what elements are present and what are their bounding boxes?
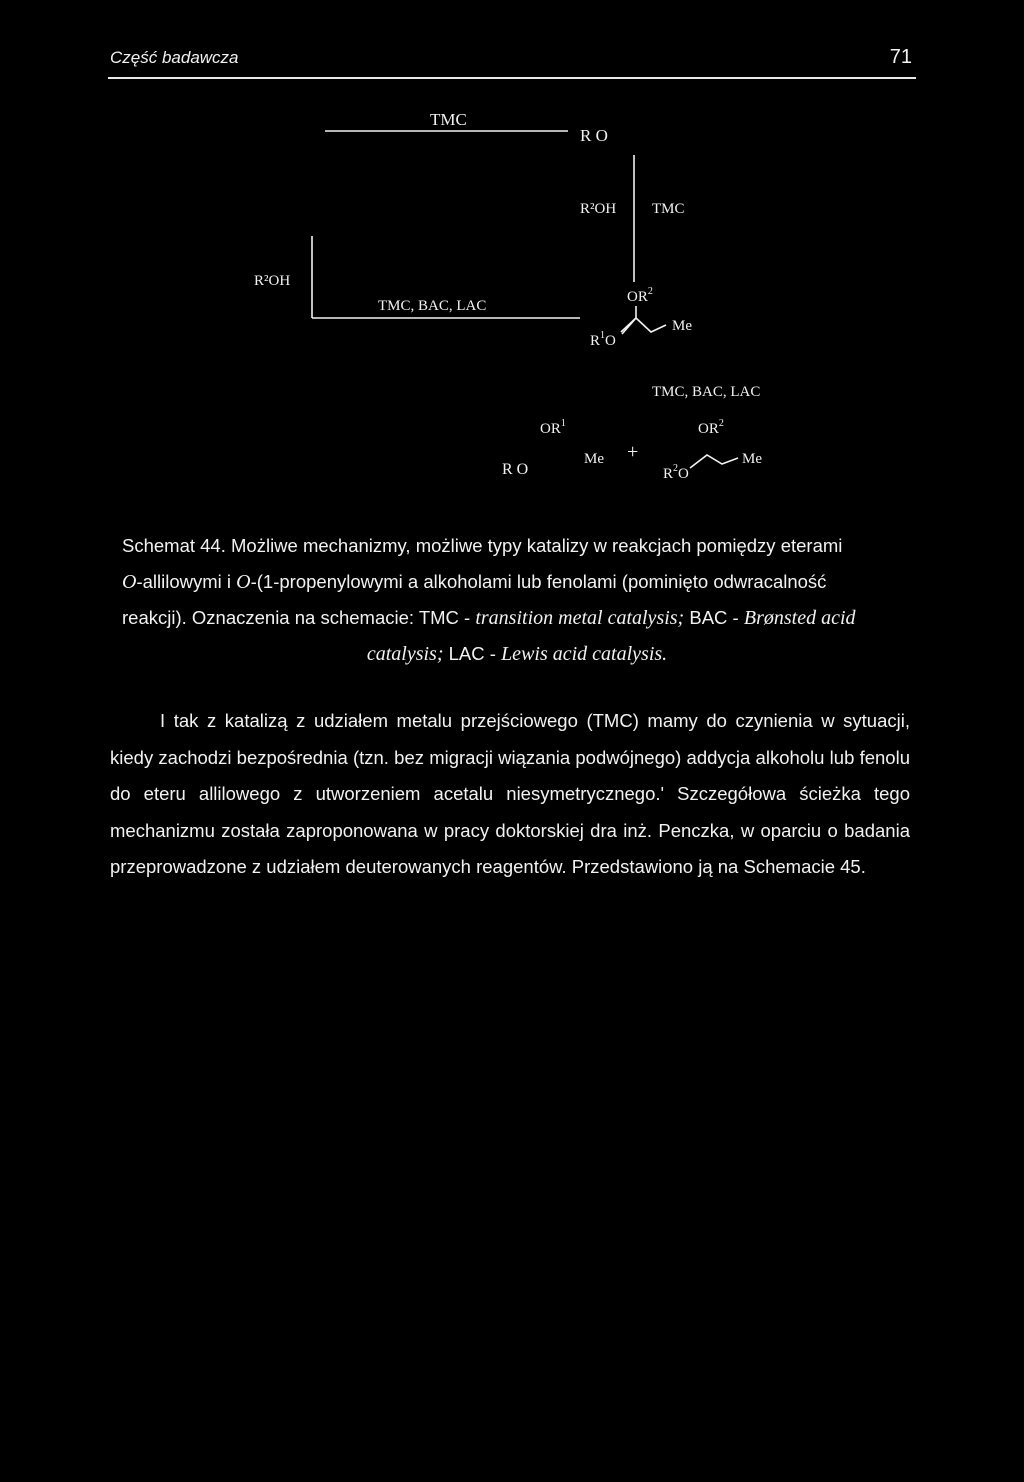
- body-paragraph: I tak z katalizą z udziałem metalu przejściowego (TMC) mamy do czynienia w sytuacji, kiedy zachodzi bezpośrednia (tzn. bez migracji wiązania podwójnego) addycja alkoholu lub fenolu do eteru allilowego z utworzeniem acetalu niesymetrycznego.' Szczegółowa ścieżka tego mechanizmu została zaproponowana w pracy doktorskiej dra inż. Penczka, w oparciu o badania przeprowadzone z udziałem deuterowanych reagentów. Przedstawiono ją na Schemacie 45.: [110, 710, 910, 877]
- product1-or1-label: $OR^1$: [540, 418, 566, 437]
- product1-ro-label: R O: [502, 461, 529, 478]
- vertical-arrow-right-label: TMC: [652, 201, 685, 217]
- acetal-bonds: [621, 306, 636, 332]
- product2-or2-label: $OR^2$: [698, 418, 724, 437]
- running-header: Część badawcza: [110, 48, 239, 67]
- product2-chain: [690, 455, 738, 468]
- body-text: [110, 703, 910, 886]
- acetal-or-bond: [622, 318, 636, 334]
- left-arrow-label: TMC, BAC, LAC: [378, 298, 487, 314]
- product2-me-label: Me: [742, 451, 762, 467]
- caption-line-4: catalysis; LAC - Lewis acid catalysis.: [366, 643, 668, 665]
- caption-line-3: reakcji). Oznaczenia na schemacie: TMC - transition metal catalysis; BAC - Brønsted acid: [122, 607, 856, 629]
- acetal-r1o-label: $R^1O$: [590, 330, 616, 349]
- left-reagent-label: R²OH: [254, 273, 291, 289]
- acetal-or2-label: $OR^2$: [627, 286, 653, 305]
- top-arrow-label: TMC: [430, 110, 467, 129]
- lower-arrow-label: TMC, BAC, LAC: [652, 384, 761, 400]
- caption-line-2: O-allilowymi i O-(1-propenylowymi a alkoholami lub fenolami (pominięto odwracalność: [122, 571, 827, 593]
- reaction-scheme: [0, 0, 1024, 520]
- product2-r2o-label: $R^2O$: [663, 463, 689, 482]
- product1-me-label: Me: [584, 451, 604, 467]
- top-product-label: R O: [580, 126, 608, 145]
- caption-line-1: Schemat 44. Możliwe mechanizmy, możliwe typy katalizy w reakcjach pomiędzy eterami: [122, 535, 843, 556]
- plus-sign: +: [627, 441, 639, 463]
- page-number: 71: [889, 46, 912, 68]
- scheme-caption: [122, 528, 912, 672]
- acetal-chain: [636, 318, 666, 332]
- acetal-me-label: Me: [672, 318, 692, 334]
- vertical-arrow-left-label: R²OH: [580, 201, 617, 217]
